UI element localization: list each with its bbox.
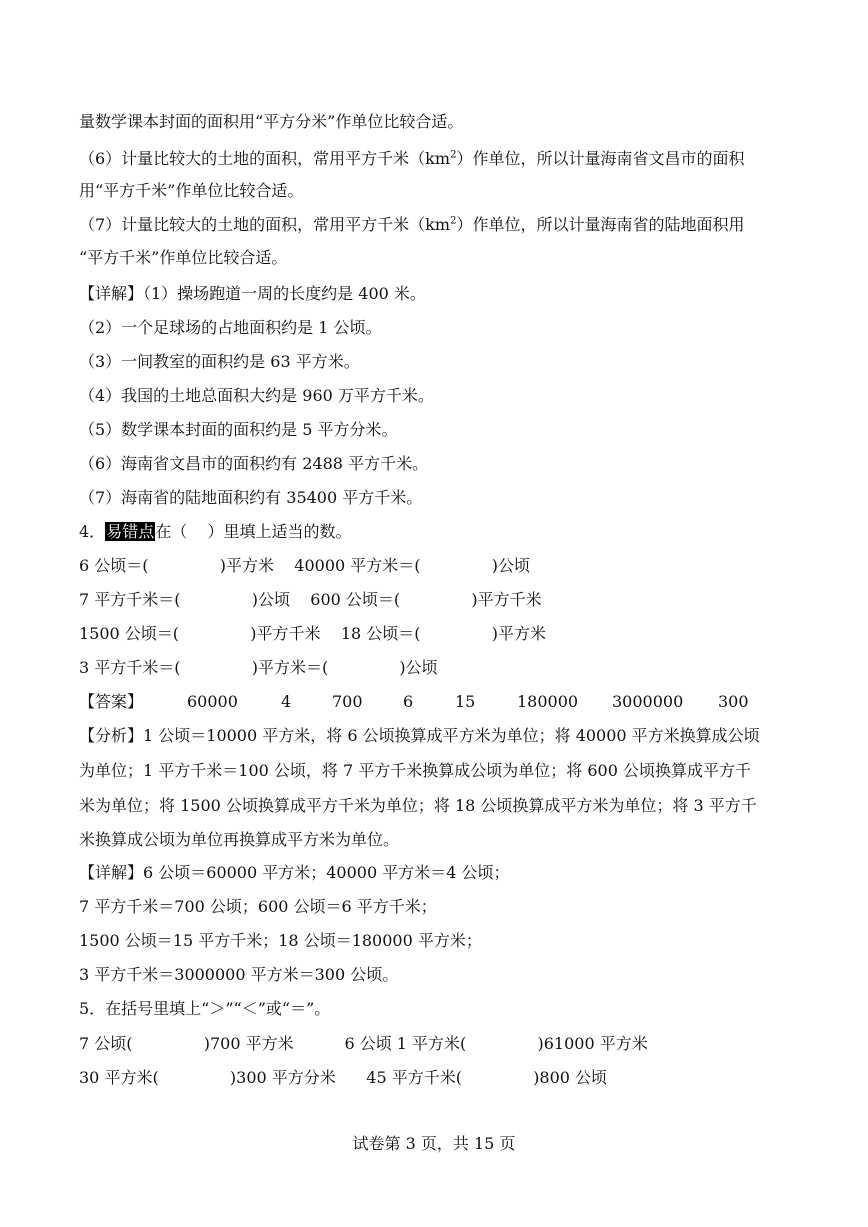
- answer-value: 6: [403, 692, 414, 711]
- page-footer: 试卷第 3 页，共 15 页: [352, 1134, 516, 1153]
- answer-value: 700: [332, 692, 363, 711]
- detail-line-4: （4）我国的土地总面积大约是 960 万平方千米。: [79, 386, 434, 405]
- detail-line-1: 【详解】（1）操场跑道一周的长度约是 400 米。: [79, 284, 426, 303]
- answer-value: 60000: [187, 692, 238, 711]
- text-segment: （6）计量比较大的土地的面积，常用平方千米（km: [79, 149, 451, 168]
- answer-value: 15: [455, 692, 476, 711]
- answer-value: 180000: [517, 692, 579, 711]
- text-segment: ）作单位，所以计量海南省的陆地面积用: [456, 215, 745, 234]
- detail-line-6: （6）海南省文昌市的面积约有 2488 平方千米。: [79, 454, 429, 473]
- q4-detail-line-3: 1500 公顷＝15 平方千米；18 公顷＝180000 平方米；: [79, 931, 482, 950]
- detail-line-7: （7）海南省的陆地面积约有 35400 平方千米。: [79, 488, 423, 507]
- answer-value: 300: [718, 692, 749, 711]
- detail-line-3: （3）一间教室的面积约是 63 平方米。: [79, 352, 360, 371]
- error-prone-tag: 易错点: [106, 522, 155, 541]
- q4-detail-line-2: 7 平方千米＝700 公顷；600 公顷＝6 平方千米；: [79, 897, 437, 916]
- analysis-line-2: 为单位；1 平方千米＝100 公顷，将 7 平方千米换算成公顷为单位；将 600 公顷换算成平方千: [79, 761, 751, 780]
- q4-detail-line-4: 3 平方千米＝3000000 平方米＝300 公顷。: [79, 965, 399, 984]
- question-5-line-1: 7 公顷( )700 平方米 6 公顷 1 平方米( )61000 平方米: [79, 1034, 648, 1053]
- question-5-line-2: 30 平方米( )300 平方分米 45 平方千米( )800 公顷: [79, 1068, 608, 1087]
- detail-line-2: （2）一个足球场的占地面积约是 1 公顷。: [79, 318, 382, 337]
- text-segment: ）作单位，所以计量海南省文昌市的面积: [456, 149, 745, 168]
- answer-value: 4: [281, 692, 292, 711]
- paragraph-7-line-1: [79, 214, 744, 236]
- analysis-line-4: 米换算成公顷为单位再换算成平方米为单位。: [79, 830, 400, 849]
- paragraph-7-line-2: “平方千米”作单位比较合适。: [79, 248, 288, 267]
- paragraph-line-1: 量数学课本封面的面积用“平方分米”作单位比较合适。: [79, 112, 464, 131]
- superscript: 2: [450, 215, 457, 227]
- analysis-line-1: 【分析】1 公顷＝10000 平方米，将 6 公顷换算成平方米为单位；将 40000 平方米换算成公顷: [79, 726, 760, 745]
- superscript: 2: [450, 149, 457, 161]
- question-4-line-3: 1500 公顷＝( )平方千米 18 公顷＝( )平方米: [79, 624, 546, 643]
- question-text: 在（ ）里填上适当的数。: [155, 522, 352, 541]
- question-4-title: [79, 521, 352, 543]
- detail-line-5: （5）数学课本封面的面积约是 5 平方分米。: [79, 420, 398, 439]
- answer-label: 【答案】: [79, 692, 144, 711]
- question-4-line-2: 7 平方千米＝( )公顷 600 公顷＝( )平方千米: [79, 590, 542, 609]
- q4-detail-line-1: 【详解】6 公顷＝60000 平方米；40000 平方米＝4 公顷；: [79, 863, 510, 882]
- question-4-line-1: 6 公顷＝( )平方米 40000 平方米＝( )公顷: [79, 556, 530, 575]
- paragraph-6-line-2: 用“平方千米”作单位比较合适。: [79, 181, 304, 200]
- question-number: 4．: [79, 522, 106, 541]
- paragraph-6-line-1: [79, 148, 744, 170]
- question-5-title: 5．在括号里填上“＞”“＜”或“＝”。: [79, 999, 331, 1018]
- analysis-line-3: 米为单位；将 1500 公顷换算成平方千米为单位；将 18 公顷换算成平方米为单位；将 3 平方千: [79, 796, 757, 815]
- question-4-line-4: 3 平方千米＝( )平方米＝( )公顷: [79, 658, 438, 677]
- text-segment: （7）计量比较大的土地的面积，常用平方千米（km: [79, 215, 451, 234]
- answer-value: 3000000: [612, 692, 684, 711]
